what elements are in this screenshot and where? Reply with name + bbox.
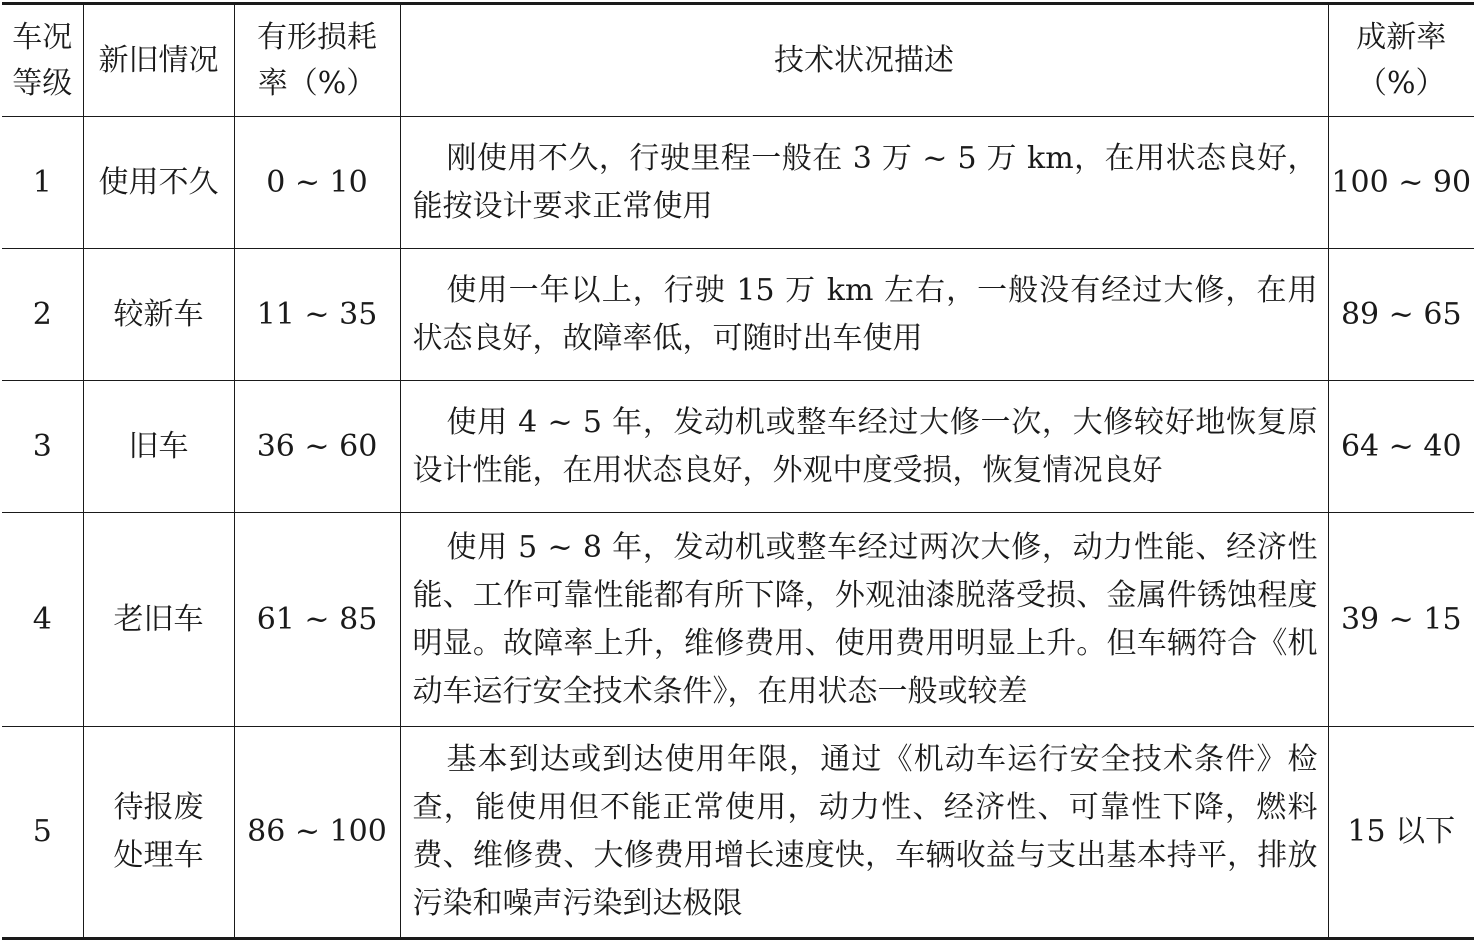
cell-new-rate: 39 ~ 15 — [1328, 513, 1474, 727]
page — [0, 2, 1476, 950]
cell-condition: 待报废 处理车 — [83, 727, 234, 939]
cell-new-rate: 89 ~ 65 — [1328, 249, 1474, 381]
header-wear-rate: 有形损耗 率（%） — [234, 4, 400, 117]
header-new-rate: 成新率 （%） — [1328, 4, 1474, 117]
cell-grade: 5 — [2, 727, 83, 939]
cell-grade: 1 — [2, 117, 83, 249]
cell-wear-rate: 36 ~ 60 — [234, 381, 400, 513]
header-description: 技术状况描述 — [400, 4, 1328, 117]
header-grade: 车况 等级 — [2, 4, 83, 117]
cell-wear-rate: 0 ~ 10 — [234, 117, 400, 249]
cell-description: 基本到达或到达使用年限，通过《机动车运行安全技术条件》检查，能使用但不能正常使用，动力性、经济性、可靠性下降，燃料费、维修费、大修费用增长速度快，车辆收益与支出基本持平，排放污染和噪声污染到达极限 — [400, 727, 1328, 939]
header-condition: 新旧情况 — [83, 4, 234, 117]
cell-wear-rate: 11 ~ 35 — [234, 249, 400, 381]
cell-new-rate: 100 ~ 90 — [1328, 117, 1474, 249]
cell-grade: 4 — [2, 513, 83, 727]
cell-condition: 老旧车 — [83, 513, 234, 727]
cell-description: 使用 5 ~ 8 年，发动机或整车经过两次大修，动力性能、经济性能、工作可靠性能都有所下降，外观油漆脱落受损、金属件锈蚀程度明显。故障率上升，维修费用、使用费用明显上升。但车辆符合《机动车运行安全技术条件》，在用状态一般或较差 — [400, 513, 1328, 727]
cell-description: 刚使用不久，行驶里程一般在 3 万 ~ 5 万 km，在用状态良好，能按设计要求正常使用 — [400, 117, 1328, 249]
header-row — [2, 4, 1474, 117]
cell-condition: 使用不久 — [83, 117, 234, 249]
table-row — [2, 249, 1474, 381]
cell-wear-rate: 86 ~ 100 — [234, 727, 400, 939]
table-row — [2, 381, 1474, 513]
cell-condition: 较新车 — [83, 249, 234, 381]
cell-grade: 2 — [2, 249, 83, 381]
cell-description: 使用 4 ~ 5 年，发动机或整车经过大修一次，大修较好地恢复原设计性能，在用状态良好，外观中度受损，恢复情况良好 — [400, 381, 1328, 513]
table-row — [2, 513, 1474, 727]
table-row — [2, 117, 1474, 249]
vehicle-condition-table — [2, 2, 1474, 940]
cell-condition: 旧车 — [83, 381, 234, 513]
table-row — [2, 727, 1474, 939]
cell-wear-rate: 61 ~ 85 — [234, 513, 400, 727]
cell-new-rate: 15 以下 — [1328, 727, 1474, 939]
cell-grade: 3 — [2, 381, 83, 513]
cell-new-rate: 64 ~ 40 — [1328, 381, 1474, 513]
cell-description: 使用一年以上，行驶 15 万 km 左右，一般没有经过大修，在用状态良好，故障率低，可随时出车使用 — [400, 249, 1328, 381]
